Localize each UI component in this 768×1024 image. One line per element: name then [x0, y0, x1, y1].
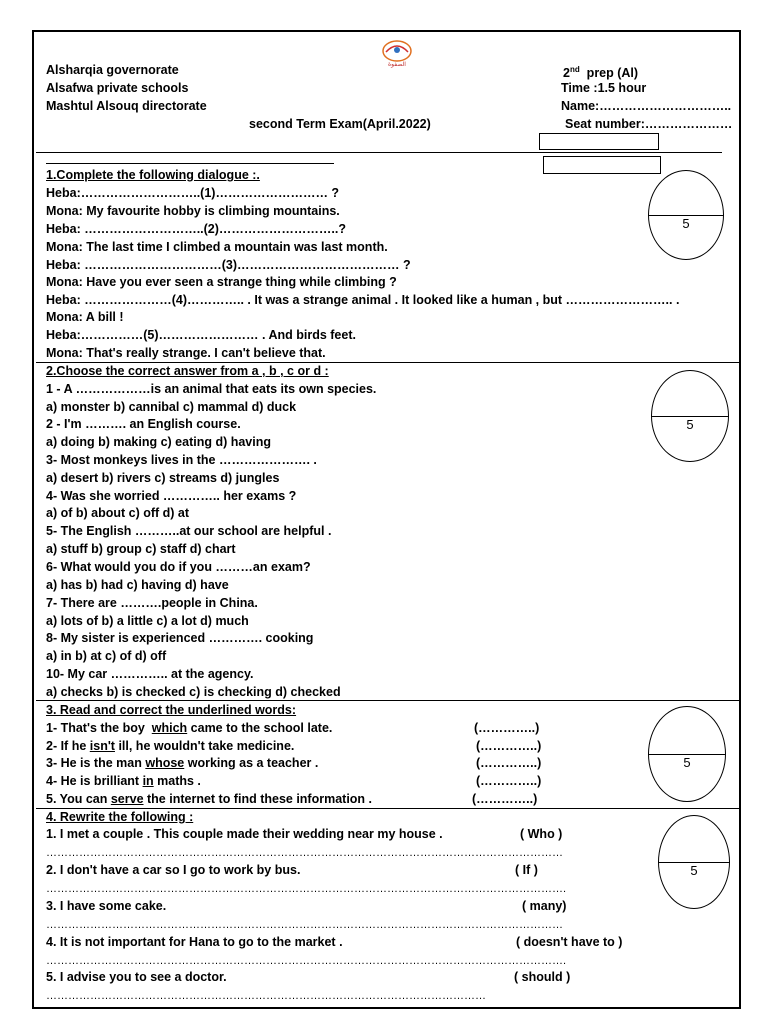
question-line: 6- What would you do if you ………an exam? — [46, 560, 311, 574]
score-oval-1 — [648, 170, 724, 260]
question-line: 7- There are ……….people in China. — [46, 596, 258, 610]
options-line: a) stuff b) group c) staff d) chart — [46, 542, 236, 556]
question-line: 3- Most monkeys lives in the …………………. . — [46, 453, 317, 467]
section1-title: 1.Complete the following dialogue :. — [46, 168, 260, 182]
question-line: 2 - I'm ………. an English course. — [46, 417, 241, 431]
answer-blank[interactable]: (…………..) — [476, 756, 542, 770]
answer-line[interactable]: ………………………………………………………………………………………………………… — [46, 990, 486, 1002]
answer-blank[interactable]: (…………..) — [474, 721, 540, 735]
dialogue-line: Heba: ……………………………(3)………………………………… ? — [46, 258, 411, 272]
correction-item: 1- That's the boy which came to the school late. — [46, 721, 333, 735]
rewrite-cue: ( Who ) — [520, 827, 563, 841]
options-line: a) of b) about c) off d) at — [46, 506, 190, 520]
section4-title: 4. Rewrite the following : — [46, 810, 194, 824]
answer-blank[interactable]: (…………..) — [476, 774, 542, 788]
answer-blank[interactable]: (…………..) — [472, 792, 538, 806]
options-line: a) in b) at c) of d) off — [46, 649, 167, 663]
correction-item: 3- He is the man whose working as a teacher . — [46, 756, 319, 770]
rewrite-cue: ( doesn't have to ) — [516, 935, 623, 949]
dialogue-line: Heba: ………………………..(2)………………………..? — [46, 222, 347, 236]
rewrite-sentence: 3. I have some cake. — [46, 899, 167, 913]
rewrite-sentence: 1. I met a couple . This couple made their wedding near my house . — [46, 827, 443, 841]
rewrite-cue: ( should ) — [514, 970, 571, 984]
answer-blank[interactable]: (…………..) — [476, 739, 542, 753]
seat-number-field[interactable]: Seat number:………………… — [565, 117, 733, 131]
exam-title: second Term Exam(April.2022) — [249, 117, 431, 131]
school-logo — [376, 38, 418, 68]
options-line: a) monster b) cannibal c) mammal d) duck — [46, 400, 297, 414]
rewrite-sentence: 2. I don't have a car so I go to work by bus. — [46, 863, 301, 877]
section3-title: 3. Read and correct the underlined words: — [46, 703, 297, 717]
dialogue-line: Heba:………………………..(1)……………………… ? — [46, 186, 340, 200]
rewrite-sentence: 5. I advise you to see a doctor. — [46, 970, 227, 984]
options-line: a) desert b) rivers c) streams d) jungles — [46, 471, 280, 485]
question-line: 5- The English ………..at our school are helpful . — [46, 524, 332, 538]
svg-text:الصفوة: الصفوة — [388, 61, 406, 68]
name-field[interactable]: Name:………………………….. — [561, 99, 732, 113]
dialogue-line: Heba: …………………(4)………….. . It was a strange animal . It looked like a human , but …………………….. . — [46, 293, 680, 307]
time: Time :1.5 hour — [561, 81, 647, 95]
options-line: a) has b) had c) having d) have — [46, 578, 229, 592]
schools: Alsafwa private schools — [46, 81, 189, 95]
question-line: 4- Was she worried ………….. her exams ? — [46, 489, 297, 503]
seat-box[interactable] — [539, 133, 659, 150]
options-line: a) doing b) making c) eating d) having — [46, 435, 272, 449]
dialogue-line: Mona: Have you ever seen a strange thing while climbing ? — [46, 275, 397, 289]
answer-line[interactable]: …………………………………………………………………………………………………………………………… — [46, 919, 563, 931]
score-value: 5 — [682, 216, 690, 231]
answer-line[interactable]: …………………………………………………………………………………………………………………………… — [46, 847, 563, 859]
score-oval-3 — [648, 706, 726, 802]
question-line: 1 - A ………………is an animal that eats its own species. — [46, 382, 377, 396]
section2-title: 2.Choose the correct answer from a , b , c or d : — [46, 364, 329, 378]
score-value: 5 — [686, 417, 694, 432]
governorate: Alsharqia governorate — [46, 63, 179, 77]
dialogue-line: Mona: My favourite hobby is climbing mountains. — [46, 204, 340, 218]
question-line: 10- My car ………….. at the agency. — [46, 667, 254, 681]
options-line: a) lots of b) a little c) a lot d) much — [46, 614, 249, 628]
dialogue-line: Mona: A bill ! — [46, 310, 124, 324]
section1-top-line — [46, 163, 334, 164]
question-line: 8- My sister is experienced …………. cooking — [46, 631, 314, 645]
rewrite-cue: ( If ) — [515, 863, 538, 877]
options-line: a) checks b) is checked c) is checking d) checked — [46, 685, 341, 699]
dialogue-line: Heba:……………(5)…………………… . And birds feet. — [46, 328, 356, 342]
section-divider — [36, 700, 739, 701]
dialogue-line: Mona: That's really strange. I can't believe that. — [46, 346, 326, 360]
code-box[interactable] — [543, 156, 661, 174]
grade: 2nd prep (Al) — [563, 65, 639, 81]
score-value: 5 — [683, 755, 691, 770]
correction-item: 4- He is brilliant in maths . — [46, 774, 201, 788]
score-oval-4 — [658, 815, 730, 909]
score-oval-2 — [651, 370, 729, 462]
answer-line[interactable]: ……………………………………………………………………………………………………………………………. — [46, 955, 567, 967]
correction-item: 2- If he isn't ill, he wouldn't take medicine. — [46, 739, 295, 753]
dialogue-line: Mona: The last time I climbed a mountain was last month. — [46, 240, 388, 254]
score-value: 5 — [690, 863, 698, 878]
answer-line[interactable]: ……………………………………………………………………………………………………………………………. — [46, 883, 567, 895]
directorate: Mashtul Alsouq directorate — [46, 99, 207, 113]
header-divider — [36, 152, 722, 153]
rewrite-sentence: 4. It is not important for Hana to go to the market . — [46, 935, 343, 949]
rewrite-cue: ( many) — [522, 899, 567, 913]
correction-item: 5. You can serve the internet to find these information . — [46, 792, 373, 806]
